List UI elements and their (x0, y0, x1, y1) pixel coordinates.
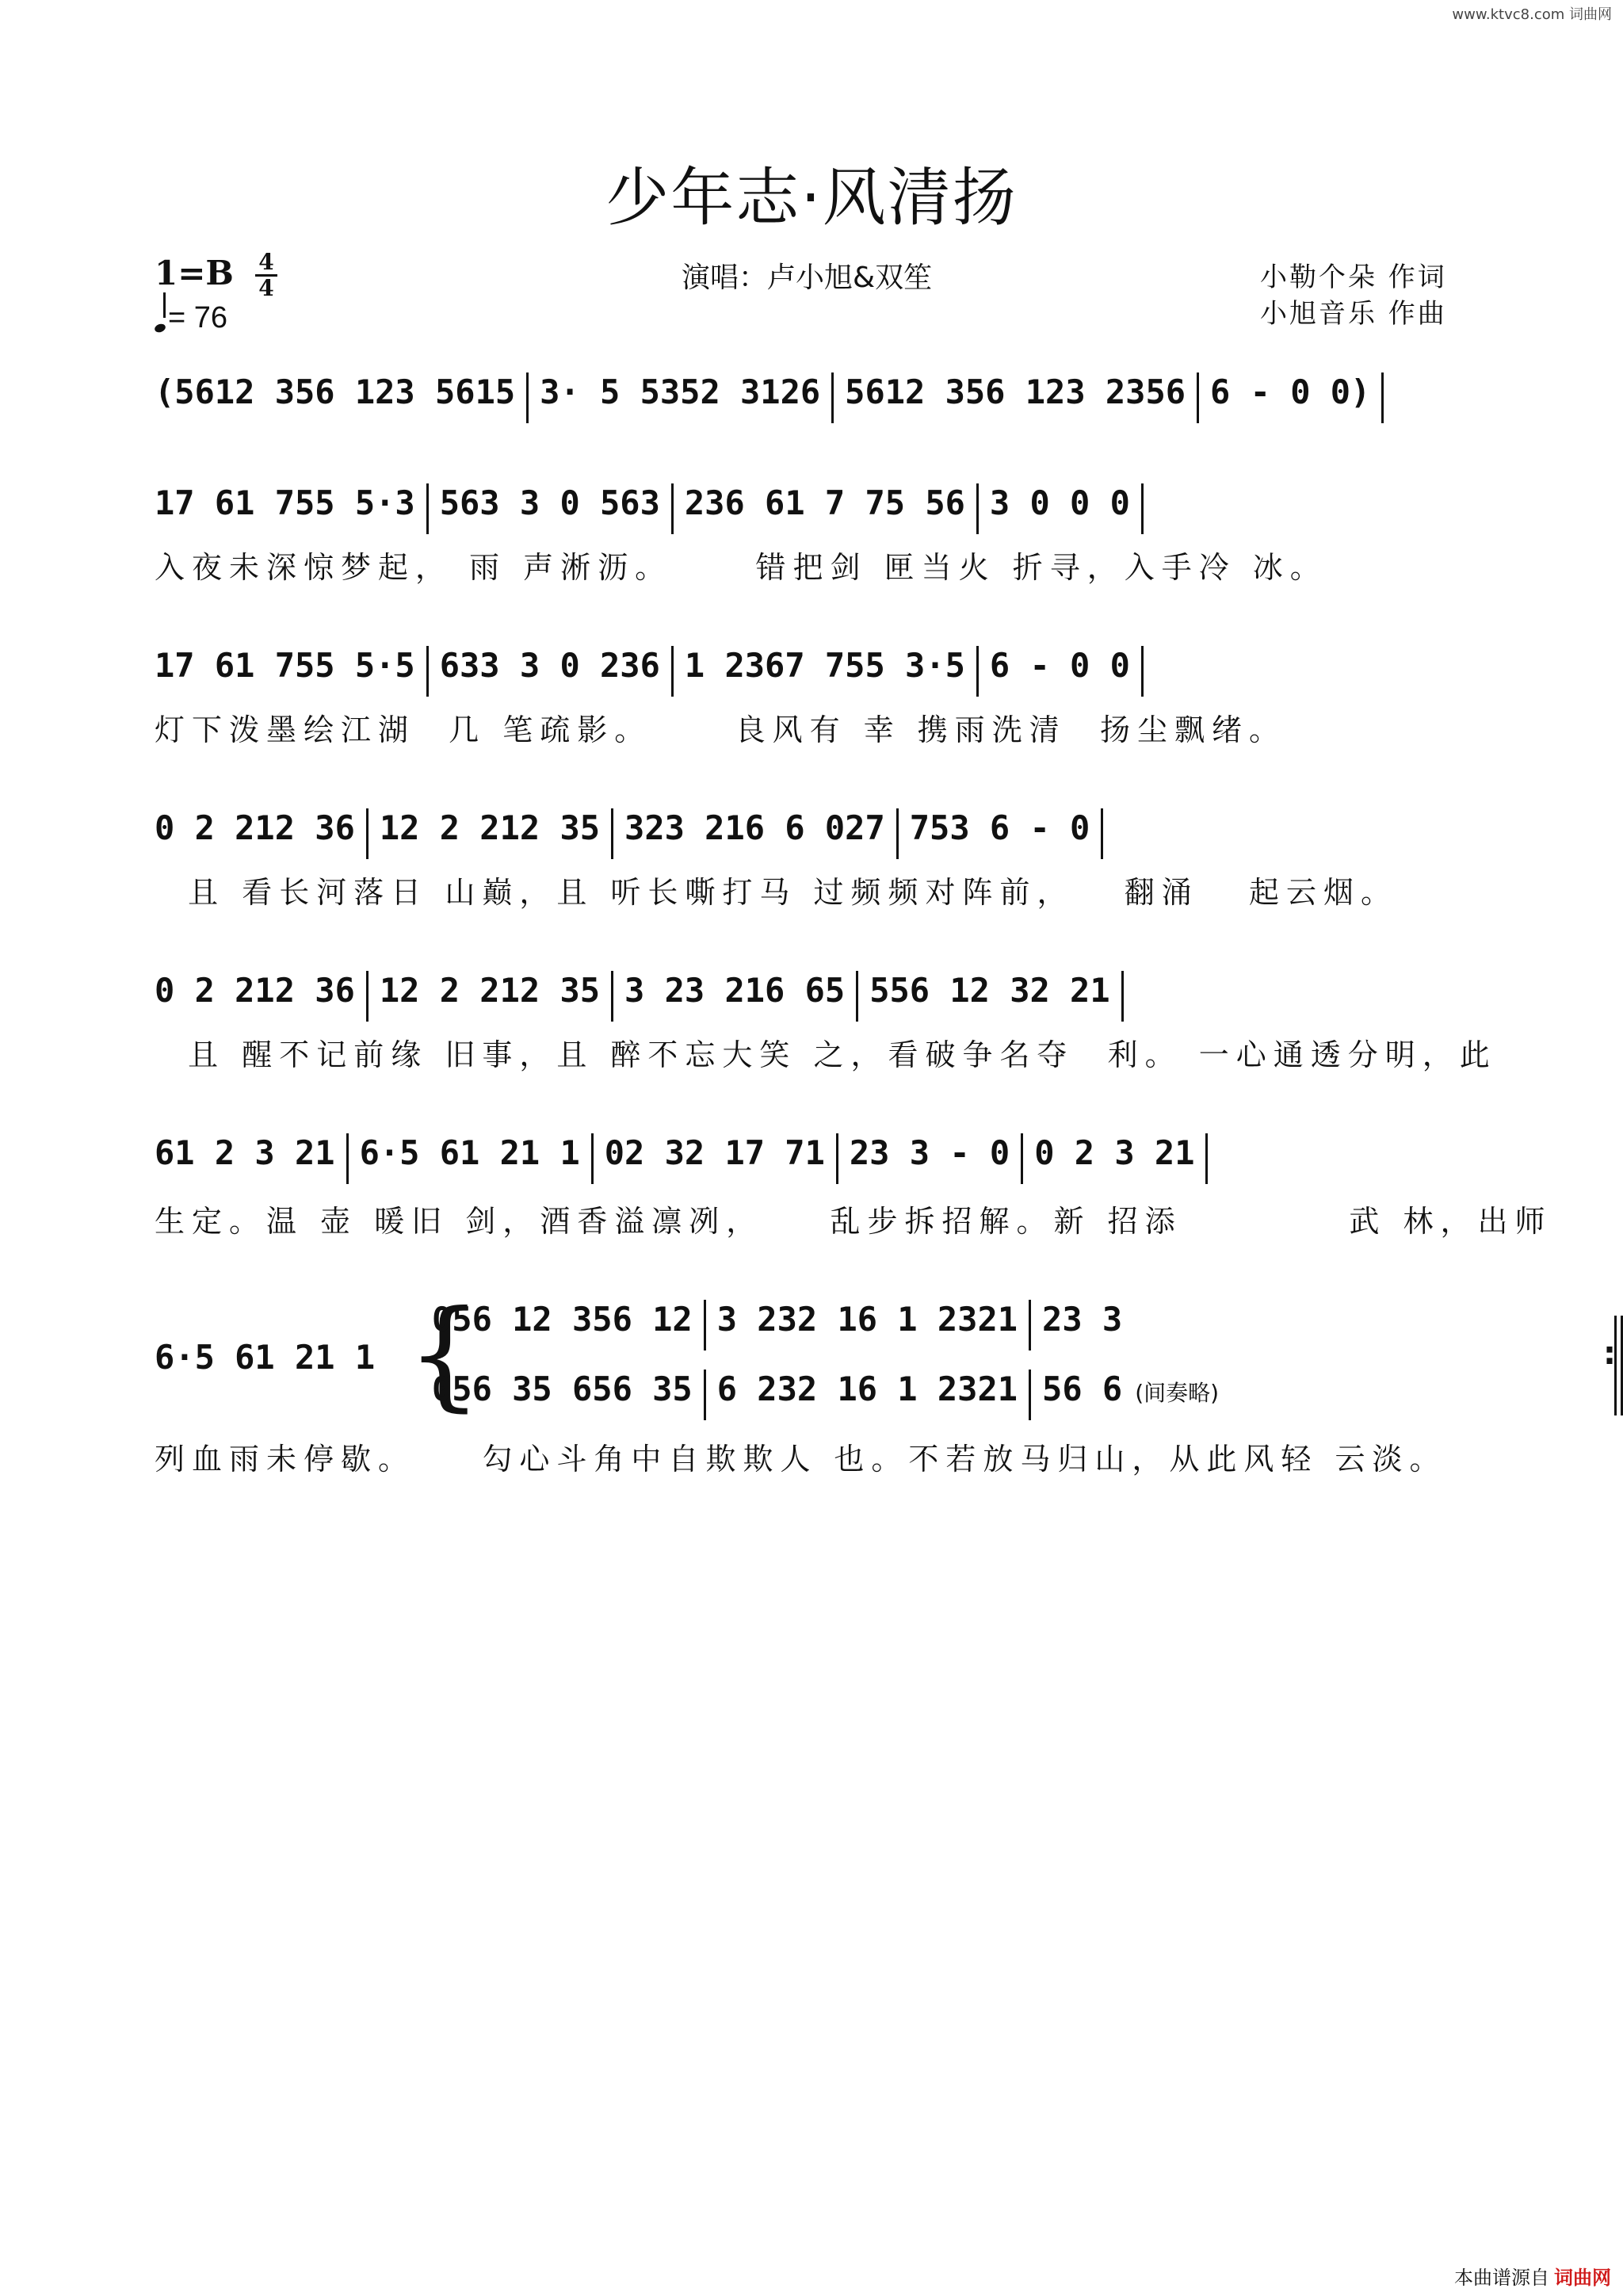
measure: 0 2 212 36 (155, 971, 355, 1010)
upper-voice (432, 1300, 1122, 1350)
quarter-note-icon (154, 323, 167, 334)
time-signature-bottom: 4 (258, 275, 274, 301)
lyricist-credit: 小勒个朵 作词 (1260, 262, 1447, 293)
lower-voice (432, 1370, 1219, 1420)
measure: 3 23 216 65 (624, 971, 846, 1010)
lyrics-line-4: 且 醒不记前缘 旧事，且 醉不忘大笑 之，看破争名夺 利。 一心通透分明，此 (155, 1037, 1497, 1072)
lyrics-line-5: 生定。温 壶 暖旧 剑，酒香溢凛冽， 乱步拆招解。新 招添 武 林，出师 (155, 1204, 1552, 1239)
score-row-2 (155, 646, 1470, 697)
measure: 6 232 16 1 2321 (716, 1370, 1018, 1408)
measure: 61 2 3 21 (155, 1133, 335, 1172)
measure: 17 61 755 5·3 (155, 483, 415, 522)
measure: 6·5 61 21 1 (155, 1338, 376, 1377)
measure: 633 3 0 236 (439, 646, 660, 685)
measure: 12 2 212 35 (379, 971, 601, 1010)
measure: 23 3 (1042, 1300, 1123, 1339)
footer-source (1454, 2262, 1611, 2290)
repeat-end-barline: : (1603, 1316, 1623, 1415)
site-watermark: www.ktvc8.com 词曲网 (1452, 6, 1612, 23)
measure: 3 0 0 0 (989, 483, 1130, 522)
time-signature-top: 4 (258, 249, 274, 275)
lyrics-line-3: 且 看长河落日 山巅，且 听长嘶打马 过频频对阵前， 翻涌 起云烟。 (155, 875, 1398, 910)
measure: 753 6 - 0 (909, 808, 1090, 847)
measure: 56 6 (1042, 1370, 1123, 1408)
score-row-4 (155, 971, 1470, 1022)
composer-credit: 小旭音乐 作曲 (1260, 298, 1447, 330)
singer-credit: 演唱：卢小旭&双笙 (682, 262, 933, 294)
measure: 12 2 212 35 (379, 808, 601, 847)
system-brace: { (407, 1286, 483, 1423)
score-row-6 (155, 1286, 1616, 1427)
measure: 1 2367 755 3·5 (684, 646, 965, 685)
measure: 6 - 0 0) (1210, 372, 1371, 411)
measure: 3· 5 5352 3126 (540, 372, 821, 411)
page-title: 少年志·风清扬 (605, 161, 1018, 235)
measure: 323 216 6 027 (624, 808, 885, 847)
score-row-3 (155, 808, 1470, 859)
measure: 056 35 656 35 (432, 1370, 693, 1408)
measure: (5612 356 123 5615 (155, 372, 516, 411)
measure: 236 61 7 75 56 (684, 483, 965, 522)
lyrics-line-6: 列血雨未停歇。 勾心斗角中自欺欺人 也。不若放马归山，从此风轻 云淡。 (155, 1442, 1447, 1477)
measure: 17 61 755 5·5 (155, 646, 415, 685)
key-signature: 1=B (155, 254, 234, 292)
measure: 3 232 16 1 2321 (716, 1300, 1018, 1339)
measure: 6 - 0 0 (989, 646, 1130, 685)
measure: 0 2 212 36 (155, 808, 355, 847)
measure: 0 2 3 21 (1034, 1133, 1195, 1172)
lyrics-line-1: 入夜未深惊梦起， 雨 声淅沥。 错把剑 匣当火 折寻，入手冷 冰。 (155, 550, 1327, 585)
tempo-marking (155, 301, 227, 335)
measure: 563 3 0 563 (439, 483, 660, 522)
measure: 6·5 61 21 1 (359, 1133, 580, 1172)
footer-brand: 词曲网 (1554, 2267, 1611, 2289)
measure: 02 32 17 71 (604, 1133, 825, 1172)
measure: 23 3 - 0 (849, 1133, 1010, 1172)
interlude-note: (间奏略) (1135, 1380, 1220, 1406)
time-signature (254, 250, 279, 300)
measure: 056 12 356 12 (432, 1300, 693, 1339)
score-row-5 (155, 1133, 1470, 1184)
score-row-1 (155, 483, 1470, 534)
score-row-intro (155, 372, 1470, 423)
measure: 5612 356 123 2356 (845, 372, 1186, 411)
tempo-value: = 76 (168, 301, 228, 334)
measure: 556 12 32 21 (869, 971, 1110, 1010)
lyrics-line-2: 灯下泼墨绘江湖 几 笔疏影。 良风有 幸 携雨洗清 扬尘飘绪。 (155, 712, 1286, 747)
footer-source-text: 本曲谱源自 (1454, 2267, 1549, 2289)
